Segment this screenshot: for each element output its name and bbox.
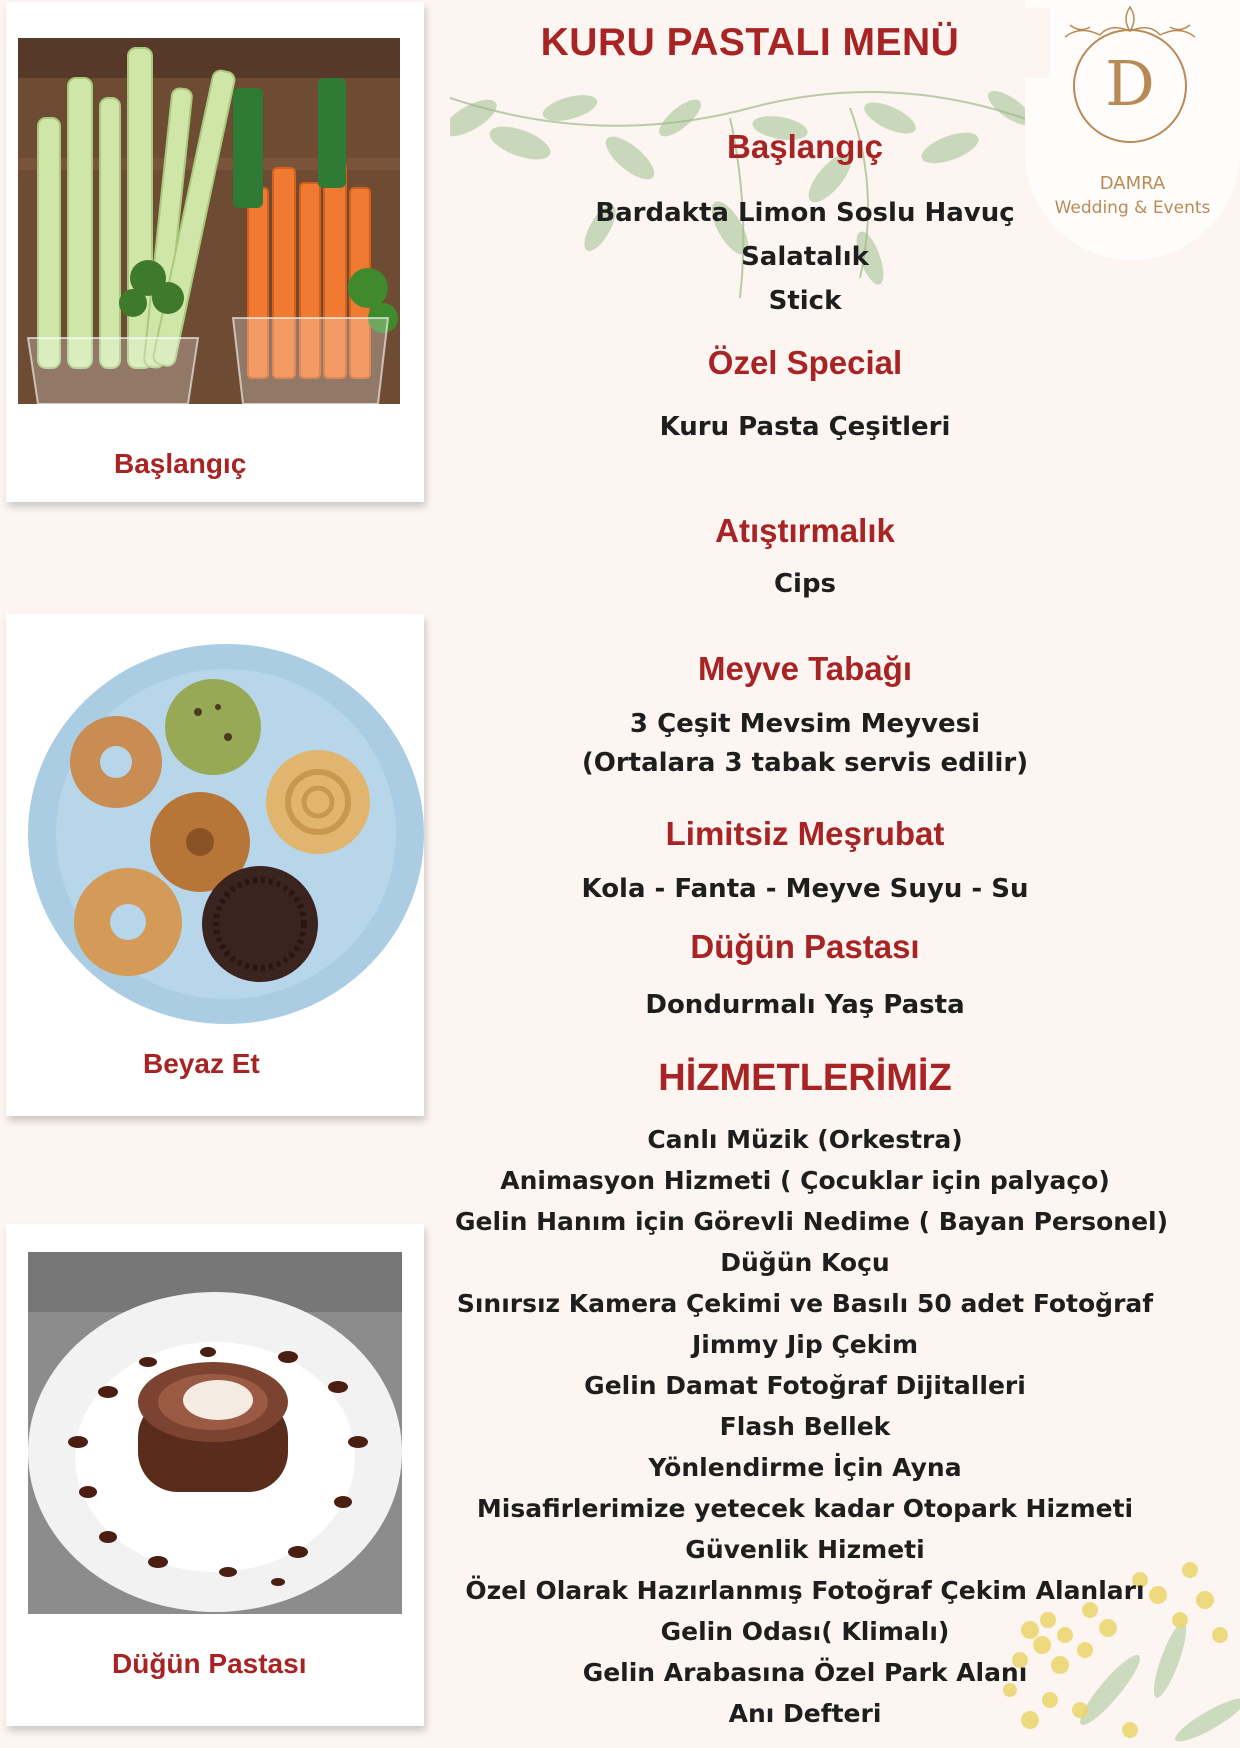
heading-special: Özel Special (707, 344, 903, 381)
celery-carrot-sticks-photo (18, 38, 400, 404)
cake-line-1: Dondurmalı Yaş Pasta (645, 990, 965, 1020)
card-caption-starter: Başlangıç (114, 448, 247, 479)
snack-line-1: Cips (773, 569, 837, 599)
service-item: Flash Bellek (719, 1412, 891, 1441)
heading-starter: Başlangıç (727, 128, 883, 165)
starter-line-1: Bardakta Limon Soslu Havuç (595, 198, 1015, 228)
logo-name: DAMRA (1099, 173, 1166, 194)
fruit-line-2: (Ortalara 3 tabak servis edilir) (581, 748, 1029, 778)
special-line-1: Kuru Pasta Çeşitleri (659, 412, 951, 442)
service-item: Animasyon Hizmeti ( Çocuklar için palyaço) (500, 1166, 1110, 1195)
service-item: Yönlendirme İçin Ayna (648, 1453, 962, 1482)
logo-subtitle: Wedding & Events (1054, 198, 1211, 218)
service-item: Misafirlerimize yetecek kadar Otopark Hizmeti (476, 1494, 1134, 1523)
service-item: Canlı Müzik (Orkestra) (647, 1125, 963, 1154)
service-item: Gelin Odası( Klimalı) (660, 1617, 950, 1646)
service-item: Gelin Hanım için Görevli Nedime ( Bayan Personel) (455, 1207, 1169, 1236)
service-item: Gelin Arabasına Özel Park Alanı (582, 1658, 1028, 1687)
starter-line-3: Stick (768, 286, 842, 316)
heading-services: HİZMETLERİMİZ (658, 1057, 952, 1099)
fruit-line-1: 3 Çeşit Mevsim Meyvesi (629, 709, 981, 739)
menu-title: KURU PASTALI MENÜ (450, 8, 1050, 78)
assorted-cookies-plate-photo (28, 642, 424, 1024)
service-item: Özel Olarak Hazırlanmış Fotoğraf Çekim Alanları (465, 1576, 1145, 1605)
service-item: Sınırsız Kamera Çekimi ve Basılı 50 adet Fotoğraf (456, 1289, 1154, 1318)
chocolate-cake-roll-photo (28, 1252, 402, 1614)
photo-card-cake (6, 1224, 424, 1726)
logo-letter: D (1105, 47, 1155, 120)
service-item: Düğün Koçu (720, 1248, 890, 1277)
photo-card-starter (6, 2, 424, 502)
heading-cake: Düğün Pastası (690, 928, 920, 965)
service-item: Jimmy Jip Çekim (692, 1330, 918, 1359)
menu-column (455, 0, 1169, 1748)
card-caption-wedding-cake: Düğün Pastası (112, 1648, 307, 1679)
starter-line-2: Salatalık (741, 242, 869, 272)
service-item: Gelin Damat Fotoğraf Dijitalleri (584, 1371, 1026, 1400)
card-caption-white-meat: Beyaz Et (143, 1048, 260, 1079)
heading-fruit: Meyve Tabağı (698, 650, 912, 687)
heading-drinks: Limitsiz Meşrubat (665, 815, 945, 852)
drinks-line-1: Kola - Fanta - Meyve Suyu - Su (581, 874, 1029, 904)
service-item: Güvenlik Hizmeti (685, 1535, 925, 1564)
photo-card-cookies (6, 614, 424, 1116)
heading-snack: Atıştırmalık (715, 512, 895, 549)
service-item: Anı Defteri (728, 1699, 882, 1728)
